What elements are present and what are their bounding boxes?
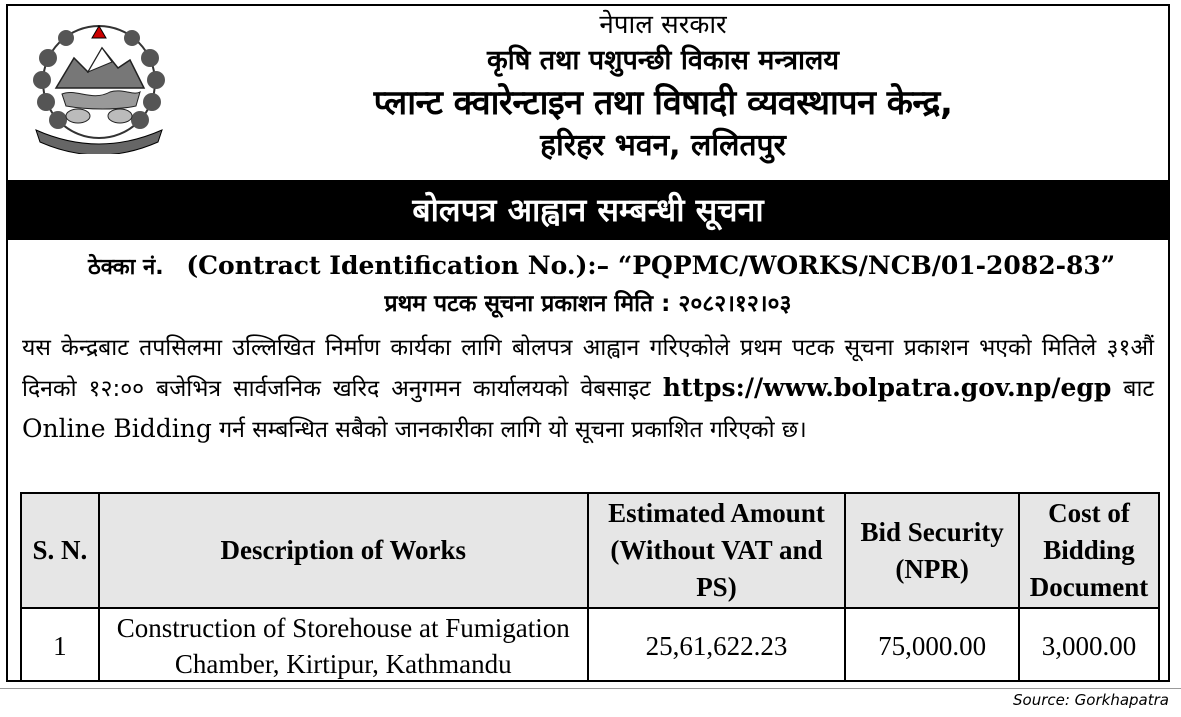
online-bidding-text: Online Bidding xyxy=(22,414,212,443)
header-description: Description of Works xyxy=(99,493,588,608)
nepal-government-emblem-icon xyxy=(26,18,172,154)
body-text-1: यस केन्द्रबाट तपसिलमा उल्लिखित निर्माण कार्यका लागि बोलपत्र आह्वान गरिएकोले प्रथम पटक सूचना प्रकाशन भएको मितिले ३१औं दिनको १२:०० बजेभित्र सार्वजनिक खरिद अनुगमन कार्यालयको वेबसाइट xyxy=(22,335,1154,402)
header-estimated-amount: Estimated Amount (Without VAT and PS) xyxy=(588,493,846,608)
office-address: हरिहर भवन, ललितपुर xyxy=(540,128,786,163)
contract-label-en: (Contract Identification No.):– xyxy=(186,251,610,280)
notice-box xyxy=(6,4,1170,682)
contract-number: “PQPMC/WORKS/NCB/01-2082-83” xyxy=(617,251,1116,280)
table-header-row xyxy=(21,493,1159,608)
body-text-2: बाट xyxy=(1111,376,1154,402)
cell-sn: 1 xyxy=(21,608,99,682)
contract-label-np: ठेक्का नं. xyxy=(88,255,164,280)
header-cost-of-bidding: Cost of Bidding Document xyxy=(1019,493,1159,608)
table-row xyxy=(21,608,1159,682)
centre-name: प्लान्ट क्वारेन्टाइन तथा विषादी व्यवस्थापन केन्द्र, xyxy=(373,83,953,123)
header-bid-security: Bid Security (NPR) xyxy=(845,493,1019,608)
source-credit: Source: Gorkhapatra xyxy=(1013,691,1169,709)
cell-description: Construction of Storehouse at Fumigation Chamber, Kirtipur, Kathmandu xyxy=(99,608,588,682)
ministry-name: कृषि तथा पशुपन्छी विकास मन्त्रालय xyxy=(486,45,839,76)
header-sn: S. N. xyxy=(21,493,99,608)
notice-body xyxy=(22,328,1154,450)
bolpatra-link[interactable]: https://www.bolpatra.gov.np/egp xyxy=(662,373,1112,402)
cell-bid-security: 75,000.00 xyxy=(845,608,1019,682)
body-text-3: गर्न सम्बन्धित सबैको जानकारीका लागि यो सूचना प्रकाशित गरिएको छ। xyxy=(211,417,807,443)
government-name: नेपाल सरकार xyxy=(599,10,727,40)
footer-divider xyxy=(0,688,1181,689)
first-publication-date: प्रथम पटक सूचना प्रकाशन मिति : २०८२।१२।०३ xyxy=(384,291,792,317)
cell-cost-of-bidding: 3,000.00 xyxy=(1019,608,1159,682)
cell-estimated-amount: 25,61,622.23 xyxy=(588,608,846,682)
works-table xyxy=(20,492,1160,682)
notice-title: बोलपत्र आह्वान सम्बन्धी सूचना xyxy=(8,180,1168,240)
contract-identification xyxy=(88,248,1116,286)
office-header xyxy=(168,6,1158,166)
